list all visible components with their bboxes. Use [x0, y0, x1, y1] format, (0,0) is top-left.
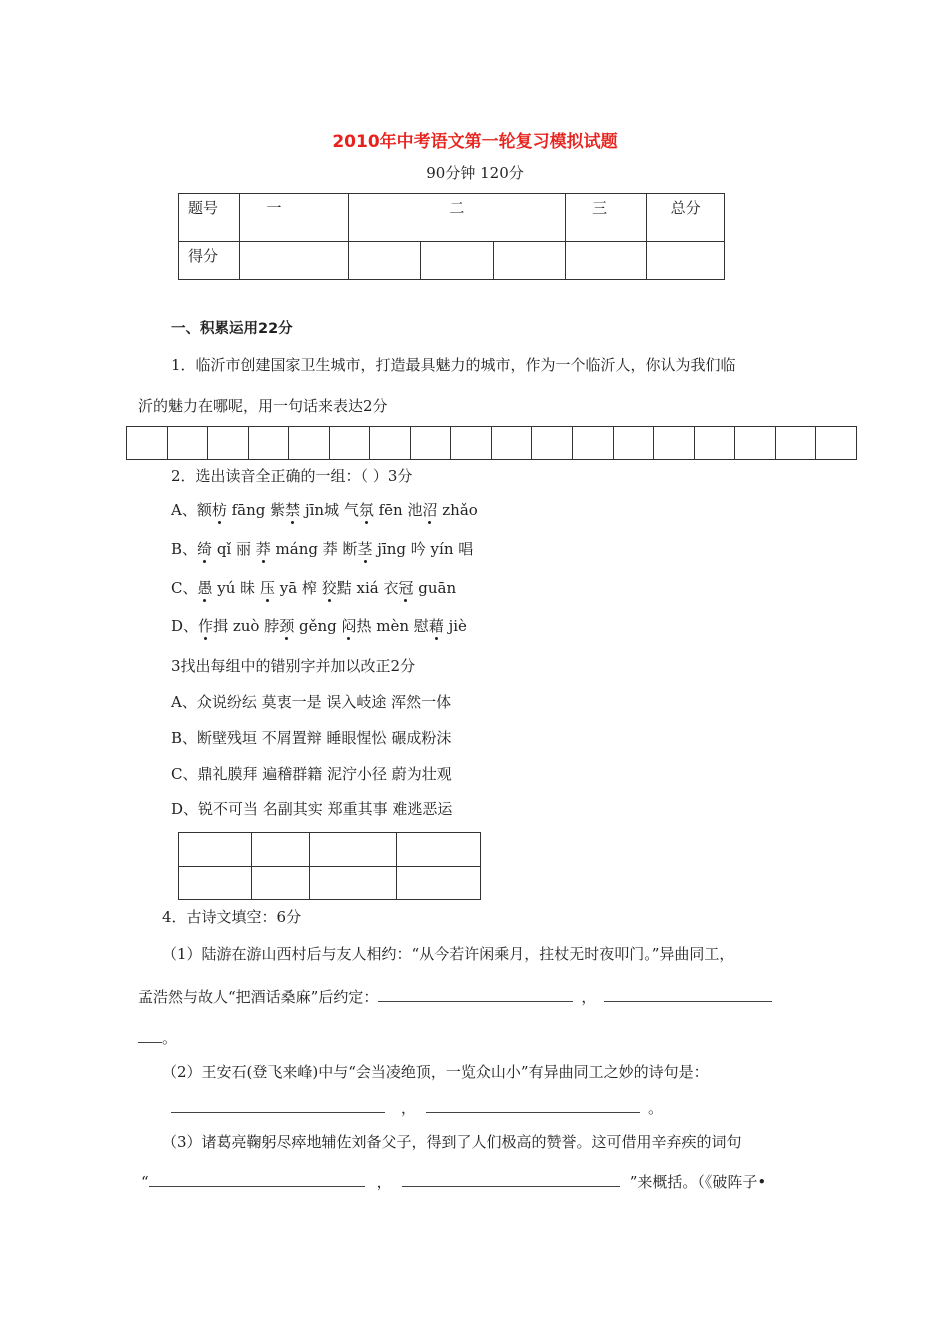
option-text: jiè	[443, 617, 467, 635]
answer-blank[interactable]	[378, 989, 573, 1002]
question-4-2-answer	[171, 1097, 663, 1118]
answer-box[interactable]	[775, 427, 816, 460]
option-text: D、	[171, 617, 199, 635]
option-text: 黠 xiá 衣	[336, 579, 399, 597]
question-3-stem: 3找出每组中的错别字并加以改正2分	[171, 657, 416, 675]
answer-box[interactable]	[410, 427, 451, 460]
score-table-header: 三	[566, 194, 647, 242]
question-2-option-a[interactable]	[171, 499, 478, 520]
dotted-char: 冠	[398, 579, 414, 597]
score-table-header: 题号	[179, 194, 240, 242]
option-text: qǐ 丽	[212, 540, 256, 558]
answer-box[interactable]	[289, 427, 330, 460]
correction-cell[interactable]	[310, 833, 397, 867]
answer-box[interactable]	[208, 427, 249, 460]
dotted-char: 压	[259, 579, 275, 597]
dotted-char: 藉	[428, 617, 444, 635]
question-2-option-d[interactable]	[171, 615, 467, 636]
option-text: gěng	[294, 617, 342, 635]
answer-grid	[126, 426, 857, 460]
dotted-char: 绮	[197, 540, 213, 558]
correction-cell[interactable]	[252, 833, 310, 867]
punctuation: “	[141, 1173, 149, 1191]
answer-blank[interactable]	[402, 1174, 620, 1187]
answer-box[interactable]	[127, 427, 168, 460]
answer-blank[interactable]	[149, 1174, 365, 1187]
punctuation: 。	[162, 1029, 178, 1047]
answer-box[interactable]	[573, 427, 614, 460]
option-text: fāng 紫	[226, 501, 286, 519]
correction-cell[interactable]	[252, 866, 310, 900]
question-3-option-c: C、鼎礼膜拜 遍稽群籍 泥泞小径 蔚为壮观	[171, 765, 452, 783]
score-cell[interactable]	[240, 242, 348, 280]
answer-box[interactable]	[735, 427, 776, 460]
score-cell[interactable]	[647, 242, 725, 280]
punctuation: ”来概括。（《破阵子•	[629, 1173, 767, 1191]
question-4-1-text-cont	[138, 986, 772, 1007]
question-2-option-b[interactable]	[171, 538, 473, 559]
score-cell[interactable]	[493, 242, 566, 280]
answer-box[interactable]	[694, 427, 735, 460]
correction-table	[178, 832, 481, 900]
dotted-char: 作	[198, 617, 214, 635]
dotted-char: 氛	[358, 501, 374, 519]
answer-box[interactable]	[613, 427, 654, 460]
score-table-label: 得分	[179, 242, 240, 280]
question-3-option-a: A、众说纷纭 莫衷一是 误入岐途 浑然一体	[171, 693, 452, 711]
question-4-3-text: （3）诸葛亮鞠躬尽瘁地辅佐刘备父子，得到了人们极高的赞誉。这可借用辛弃疾的词句	[162, 1133, 742, 1151]
correction-cell[interactable]	[397, 866, 481, 900]
punctuation: ，	[401, 1099, 417, 1117]
dotted-char: 愚	[197, 579, 213, 597]
question-1-text: 1．临沂市创建国家卫生城市，打造最具魅力的城市，作为一个临沂人，你认为我们临	[171, 356, 736, 374]
score-table	[178, 193, 725, 280]
section-heading: 一、积累运用22分	[171, 321, 293, 337]
dotted-char: 颈	[279, 617, 295, 635]
answer-box[interactable]	[370, 427, 411, 460]
score-cell[interactable]	[421, 242, 494, 280]
score-table-header: 一	[240, 194, 348, 242]
correction-cell[interactable]	[179, 866, 252, 900]
option-text: yín 唱	[425, 540, 474, 558]
question-text: 孟浩然与故人“把酒话桑麻”后约定：	[138, 988, 379, 1006]
question-1-text-cont: 沂的魅力在哪呢，用一句话来表达2分	[138, 397, 388, 415]
correction-cell[interactable]	[397, 833, 481, 867]
score-table-header: 总分	[647, 194, 725, 242]
score-table-header: 二	[348, 194, 566, 242]
answer-box[interactable]	[491, 427, 532, 460]
question-4-1-text: （1）陆游在游山西村后与友人相约：“从今若许闲乘月，拄杖无时夜叩门。”异曲同工，	[162, 945, 735, 963]
answer-box[interactable]	[816, 427, 857, 460]
punctuation: ，	[376, 1173, 392, 1191]
answer-box[interactable]	[532, 427, 573, 460]
answer-blank[interactable]	[138, 1030, 162, 1043]
correction-cell[interactable]	[310, 866, 397, 900]
question-2-option-c[interactable]	[171, 577, 456, 598]
question-2-stem: 2．选出读音全正确的一组：（ ）3分	[171, 467, 413, 485]
correction-cell[interactable]	[179, 833, 252, 867]
answer-blank[interactable]	[171, 1100, 385, 1113]
question-4-stem: 4．古诗文填空：6分	[162, 908, 302, 926]
option-text: jīng 吟	[372, 540, 426, 558]
option-text: 热 mèn 慰	[356, 617, 429, 635]
question-4-1-end	[138, 1027, 177, 1048]
dotted-char: 茎	[357, 540, 373, 558]
question-4-3-answer	[141, 1171, 766, 1192]
option-text: jīn城 气	[300, 501, 359, 519]
question-3-option-d: D、锐不可当 名副其实 郑重其事 难逃恶运	[171, 800, 453, 818]
score-cell[interactable]	[566, 242, 647, 280]
question-4-2-text: （2）王安石(登飞来峰)中与“会当凌绝顶，一览众山小”有异曲同工之妙的诗句是：	[162, 1063, 709, 1081]
dotted-char: 禁	[285, 501, 301, 519]
option-text: fēn 池	[373, 501, 423, 519]
option-text: máng 莽 断	[270, 540, 358, 558]
question-3-option-b: B、断壁残垣 不屑置辩 睡眼惺忪 碾成粉沫	[171, 729, 452, 747]
answer-blank[interactable]	[604, 989, 772, 1002]
answer-box[interactable]	[167, 427, 208, 460]
punctuation: 。	[648, 1099, 664, 1117]
answer-blank[interactable]	[426, 1100, 640, 1113]
dotted-char: 莽	[255, 540, 271, 558]
answer-box[interactable]	[329, 427, 370, 460]
score-cell[interactable]	[348, 242, 421, 280]
answer-box[interactable]	[451, 427, 492, 460]
option-text: A、额	[171, 501, 212, 519]
answer-box[interactable]	[654, 427, 695, 460]
punctuation: ，	[581, 988, 597, 1006]
option-text: yú 昧	[212, 579, 260, 597]
exam-duration-score: 90分钟 120分	[426, 164, 524, 182]
option-text: B、	[171, 540, 198, 558]
dotted-char: 枋	[211, 501, 227, 519]
option-text: guān	[413, 579, 457, 597]
dotted-char: 狡	[321, 579, 337, 597]
option-text: C、	[171, 579, 198, 597]
option-text: 揖 zuò 脖	[213, 617, 280, 635]
dotted-char: 沼	[422, 501, 438, 519]
page-title: 2010年中考语文第一轮复习模拟试题	[332, 132, 618, 152]
option-text: zhǎo	[437, 501, 478, 519]
dotted-char: 闷	[341, 617, 357, 635]
answer-box[interactable]	[248, 427, 289, 460]
option-text: yā 榨	[274, 579, 322, 597]
